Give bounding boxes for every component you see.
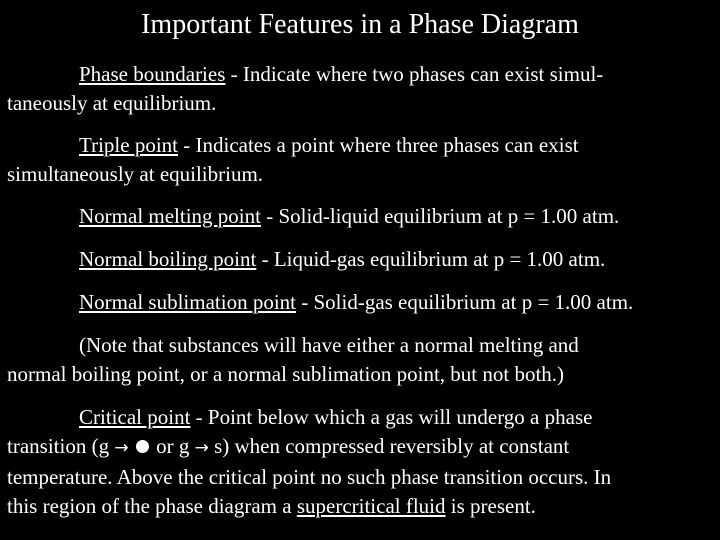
arrow-icon: → — [114, 438, 129, 458]
supercritical-fluid-term: supercritical fluid — [296, 494, 446, 518]
critical-line-4-part-b: is present. — [445, 494, 536, 518]
triple-point-item — [7, 131, 711, 189]
slide-title: Important Features in a Phase Diagram — [141, 9, 579, 40]
phase-boundaries-text: - Indicate where two phases can exist simul- — [225, 62, 604, 86]
critical-point-text: - Point below which a gas will undergo a phase — [190, 405, 593, 429]
phase-boundaries-term: Phase boundaries — [79, 62, 226, 86]
critical-point-term: Critical point — [79, 405, 191, 429]
critical-line-2-part-a: transition (g — [7, 434, 115, 458]
normal-melting-point-item — [7, 202, 711, 231]
note-line-2: normal boiling point, or a normal sublimation point, but not both.) — [7, 362, 565, 386]
normal-sublimation-point-item — [7, 288, 711, 317]
normal-sublimation-point-text: - Solid-gas equilibrium at p = 1.00 atm. — [295, 290, 634, 314]
critical-point-line-3: temperature. Above the critical point no such phase transition occurs. In — [7, 465, 612, 489]
critical-point-line-4 — [7, 492, 711, 521]
arrow-icon: → — [194, 438, 209, 458]
normal-sublimation-point-term: Normal sublimation point — [79, 290, 296, 314]
triple-point-text-cont: simultaneously at equilibrium. — [7, 162, 264, 186]
normal-boiling-point-text: - Liquid-gas equilibrium at p = 1.00 atm. — [256, 247, 606, 271]
critical-point-line-2 — [7, 432, 711, 463]
normal-boiling-point-term: Normal boiling point — [79, 247, 257, 271]
triple-point-text: - Indicates a point where three phases can exist — [178, 133, 579, 157]
liquid-symbol-icon — [136, 440, 149, 453]
phase-boundaries-text-cont: taneously at equilibrium. — [7, 91, 217, 115]
normal-boiling-point-item — [7, 245, 711, 274]
triple-point-term: Triple point — [79, 133, 178, 157]
note-item — [7, 331, 711, 389]
critical-line-4-part-a: this region of the phase diagram a — [7, 494, 297, 518]
note-line-1: (Note that substances will have either a normal melting and — [79, 333, 579, 357]
critical-line-2-part-c: s) when compressed reversibly at constant — [208, 434, 570, 458]
phase-boundaries-item — [7, 60, 711, 118]
normal-melting-point-text: - Solid-liquid equilibrium at p = 1.00 atm. — [260, 204, 620, 228]
critical-point-item — [7, 403, 711, 521]
normal-melting-point-term: Normal melting point — [79, 204, 261, 228]
critical-line-2-part-b: or g — [150, 434, 195, 458]
